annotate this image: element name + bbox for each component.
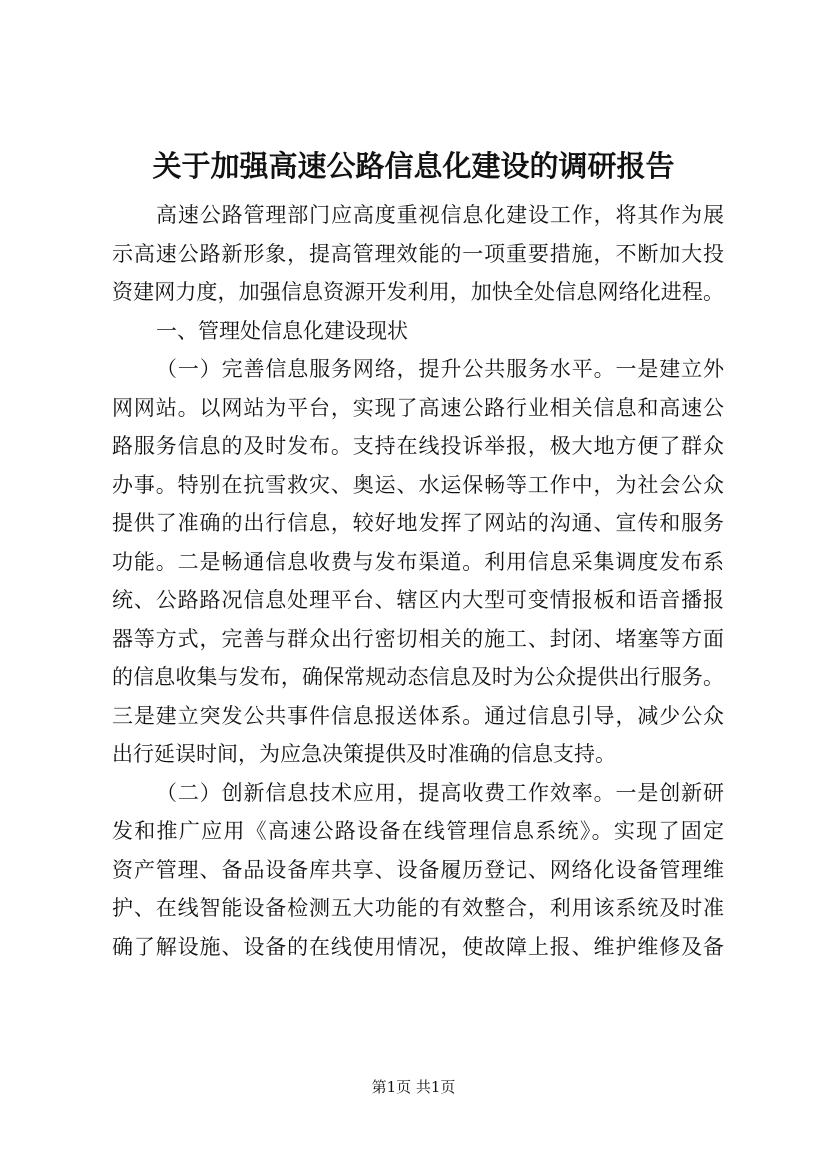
document-title: 关于加强高速公路信息化建设的调研报告 <box>152 149 675 183</box>
text-line: 三是建立突发公共事件信息报送体系。通过信息引导，减少公众 <box>112 703 724 728</box>
document-body <box>112 196 724 966</box>
text-line: 确了解设施、设备的在线使用情况，使故障上报、维护维修及备 <box>112 934 724 959</box>
text-line: 器等方式，完善与群众出行密切相关的施工、封闭、堵塞等方面 <box>112 626 724 651</box>
text-line: 路服务信息的及时发布。支持在线投诉举报，极大地方便了群众 <box>112 434 724 458</box>
text-line: （二）创新信息技术应用，提高收费工作效率。一是创新研 <box>156 780 724 805</box>
text-line: 统、公路路况信息处理平台、辖区内大型可变情报板和语音播报 <box>112 588 724 612</box>
text-line: 高速公路管理部门应高度重视信息化建设工作，将其作为展 <box>156 203 724 227</box>
text-line: 网网站。以网站为平台，实现了高速公路行业相关信息和高速公 <box>112 395 724 420</box>
text-line: 一、管理处信息化建设现状 <box>156 318 408 343</box>
text-line: 护、在线智能设备检测五大功能的有效整合，利用该系统及时准 <box>112 896 724 920</box>
text-line: 办事。特别在抗雪救灾、奥运、水运保畅等工作中，为社会公众 <box>112 472 724 497</box>
text-line: 资建网力度，加强信息资源开发利用，加快全处信息网络化进程。 <box>112 280 724 304</box>
page-footer: 第1页 共1页 <box>371 1078 456 1096</box>
text-line: 提供了准确的出行信息，较好地发挥了网站的沟通、宣传和服务 <box>112 511 724 535</box>
text-line: 示高速公路新形象，提高管理效能的一项重要措施，不断加大投 <box>112 241 724 266</box>
text-line: 功能。二是畅通信息收费与发布渠道。利用信息采集调度发布系 <box>112 549 724 574</box>
text-line: 出行延误时间，为应急决策提供及时准确的信息支持。 <box>112 742 616 766</box>
text-line: 资产管理、备品设备库共享、设备履历登记、网络化设备管理维 <box>112 857 724 882</box>
text-line: 的信息收集与发布，确保常规动态信息及时为公众提供出行服务。 <box>112 665 724 689</box>
text-line: （一）完善信息服务网络，提升公共服务水平。一是建立外 <box>156 357 724 381</box>
text-line: 发和推广应用《高速公路设备在线管理信息系统》。实现了固定 <box>112 819 724 843</box>
